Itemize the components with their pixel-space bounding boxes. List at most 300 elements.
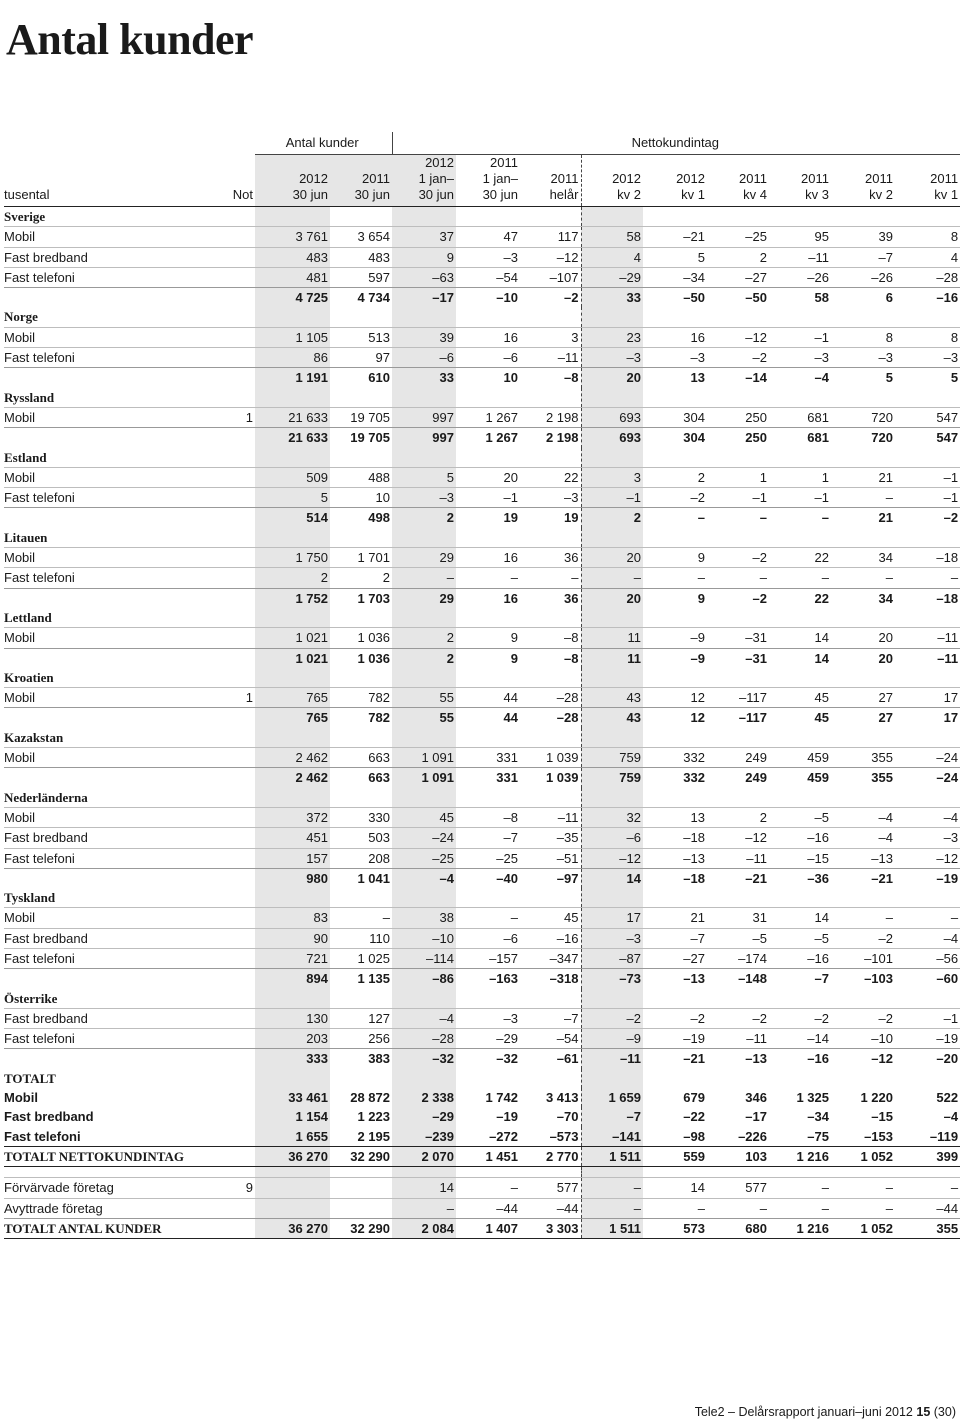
cell-value: 1 039 (520, 748, 581, 768)
cell-value: 513 (330, 327, 392, 347)
cell-value: –51 (520, 848, 581, 868)
cell-value: –9 (643, 628, 707, 648)
cell-value: 44 (456, 708, 520, 728)
cell-value: –3 (581, 348, 643, 368)
cell-value (520, 1069, 581, 1088)
cell-value (643, 788, 707, 808)
table-row (4, 568, 960, 588)
cell-value: 32 290 (330, 1218, 392, 1238)
cell-value: 1 223 (357, 1109, 390, 1125)
cell-value: –2 (895, 508, 960, 528)
cell-value (581, 788, 643, 808)
row-note (200, 307, 255, 327)
cell-value (520, 788, 581, 808)
cell-value (895, 207, 960, 227)
header-col-9 (831, 155, 895, 207)
cell-value: –11 (520, 348, 581, 368)
cell-value (255, 668, 330, 688)
cell-value: 86 (255, 348, 330, 368)
cell-value: 330 (330, 807, 392, 827)
cell-value: –148 (707, 969, 769, 989)
table-row (4, 1198, 960, 1218)
cell-value: 5 (895, 368, 960, 388)
cell-value: –25 (456, 848, 520, 868)
cell-value: 21 633 (255, 428, 330, 448)
cell-value: 13 (643, 368, 707, 388)
row-note: 1 (200, 407, 255, 427)
cell-value: – (769, 1198, 831, 1218)
cell-value: –2 (707, 1008, 769, 1028)
row-label (4, 588, 200, 608)
row-note (200, 368, 255, 388)
cell-value: 36 270 (255, 1146, 330, 1166)
cell-value: –7 (520, 1008, 581, 1028)
cell-value: –13 (643, 848, 707, 868)
cell-value: 597 (330, 267, 392, 287)
cell-value: –2 (643, 1008, 707, 1028)
cell-value: –347 (520, 948, 581, 968)
cell-value: –11 (707, 848, 769, 868)
cell-value: –27 (643, 948, 707, 968)
row-note (200, 908, 255, 928)
row-label: Mobil (4, 467, 200, 487)
cell-value: –103 (831, 969, 895, 989)
cell-value: –3 (895, 828, 960, 848)
cell-value (392, 448, 456, 468)
cell-value: – (831, 908, 895, 928)
cell-value: –20 (895, 1049, 960, 1069)
cell-value: – (456, 568, 520, 588)
row-note (200, 948, 255, 968)
row-note (200, 728, 255, 748)
row-note (200, 1107, 255, 1126)
cell-value: – (769, 1178, 831, 1198)
header-not: Not (200, 155, 255, 207)
cell-value: 1 091 (392, 748, 456, 768)
cell-value: –36 (769, 868, 831, 888)
cell-value (330, 388, 392, 408)
table-row (4, 247, 960, 267)
cell-value: –70 (520, 1107, 581, 1126)
cell-value: 45 (520, 908, 581, 928)
cell-value: –61 (520, 1049, 581, 1069)
cell-value (581, 608, 643, 628)
row-note: 9 (200, 1178, 255, 1198)
header-col-line: 2011 (550, 171, 579, 186)
cell-value: –87 (581, 948, 643, 968)
cell-value (769, 888, 831, 908)
row-label: Nederländerna (4, 789, 88, 805)
row-label: Estland (4, 449, 47, 465)
cell-value: –6 (581, 828, 643, 848)
row-note (200, 969, 255, 989)
cell-value: –34 (643, 267, 707, 287)
cell-value (255, 728, 330, 748)
cell-value (255, 207, 330, 227)
row-label: Fast telefoni (4, 488, 200, 508)
subtotal-row (4, 1049, 960, 1069)
cell-value: 8 (895, 327, 960, 347)
cell-value: 83 (255, 908, 330, 928)
cell-value (330, 1069, 392, 1088)
cell-value: –3 (392, 488, 456, 508)
cell-value: –12 (581, 848, 643, 868)
cell-value (769, 989, 831, 1009)
header-col-0 (255, 155, 330, 207)
row-label: Kazakstan (4, 729, 64, 745)
cell-value: 45 (392, 807, 456, 827)
cell-value: – (831, 568, 895, 588)
cell-value: –163 (456, 969, 520, 989)
cell-value: 5 (831, 368, 895, 388)
row-label (4, 508, 200, 528)
table-row (4, 1088, 960, 1107)
cell-value: 22 (769, 548, 831, 568)
cell-value: 3 (581, 467, 643, 487)
cell-value (707, 728, 769, 748)
cell-value (707, 1069, 769, 1088)
cell-value: 1 041 (330, 868, 392, 888)
cell-value: –1 (456, 488, 520, 508)
cell-value: 33 (581, 288, 643, 308)
row-label (4, 368, 200, 388)
cell-value: 451 (255, 828, 330, 848)
cell-value (330, 1167, 392, 1178)
cell-value (392, 788, 456, 808)
row-note (200, 868, 255, 888)
cell-value: 14 (392, 1178, 456, 1198)
table-row (4, 928, 960, 948)
header-col-4 (520, 155, 581, 207)
cell-value (643, 307, 707, 327)
cell-value: 14 (581, 868, 643, 888)
cell-value (707, 388, 769, 408)
cell-value: –5 (769, 807, 831, 827)
cell-value: – (831, 488, 895, 508)
cell-value: 249 (707, 768, 769, 788)
cell-value: –63 (392, 267, 456, 287)
cell-value (520, 888, 581, 908)
cell-value: 19 705 (330, 407, 392, 427)
cell-value: 45 (769, 708, 831, 728)
cell-value: –86 (392, 969, 456, 989)
cell-value: 765 (255, 688, 330, 708)
row-note (200, 888, 255, 908)
row-note (200, 1088, 255, 1107)
cell-value: 44 (456, 688, 520, 708)
cell-value: 573 (643, 1218, 707, 1238)
table-row (4, 1127, 960, 1147)
cell-value: 31 (707, 908, 769, 928)
cell-value: 2 (330, 568, 392, 588)
cell-value: –7 (643, 928, 707, 948)
cell-value: 522 (936, 1090, 959, 1106)
cell-value (769, 1167, 831, 1178)
table-row (4, 1218, 960, 1238)
row-note (200, 648, 255, 668)
row-label: TOTALT NETTOKUNDINTAG (4, 1146, 200, 1166)
cell-value: 355 (831, 748, 895, 768)
row-note (200, 1167, 255, 1178)
row-label (4, 708, 200, 728)
cell-value: –29 (581, 267, 643, 287)
cell-value: 980 (255, 868, 330, 888)
cell-value: –26 (831, 267, 895, 287)
cell-value: 1 036 (330, 648, 392, 668)
cell-value: –239 (392, 1127, 456, 1147)
cell-value: 2 198 (520, 407, 581, 427)
cell-value (643, 528, 707, 548)
cell-value: –2 (831, 1008, 895, 1028)
cell-value: 1 655 (255, 1127, 330, 1147)
cell-value: 2 (707, 247, 769, 267)
customers-table (4, 132, 960, 1239)
cell-value (581, 888, 643, 908)
group-heading-row (4, 788, 960, 808)
cell-value: 383 (330, 1049, 392, 1069)
cell-value: –54 (456, 267, 520, 287)
row-note (200, 1008, 255, 1028)
group-heading-row (4, 448, 960, 468)
row-label: TOTALT (4, 1070, 56, 1086)
cell-value: 249 (707, 748, 769, 768)
cell-value: 8 (895, 227, 960, 247)
cell-value: 17 (895, 688, 960, 708)
cell-value: 2 770 (520, 1146, 581, 1166)
header-col-line: 2011 (362, 171, 390, 186)
cell-value: 90 (255, 928, 330, 948)
cell-value (520, 1167, 581, 1178)
cell-value (392, 207, 456, 227)
cell-value: –272 (456, 1127, 520, 1147)
cell-value: 21 (643, 908, 707, 928)
cell-value: –9 (581, 1029, 643, 1049)
cell-value: –4 (943, 1109, 959, 1125)
cell-value: 6 (831, 288, 895, 308)
cell-value: 459 (769, 748, 831, 768)
cell-value (255, 1198, 330, 1218)
cell-value (392, 307, 456, 327)
cell-value: 9 (456, 648, 520, 668)
row-label: Mobil (4, 227, 200, 247)
cell-value (581, 307, 643, 327)
row-note (200, 508, 255, 528)
cell-value: 17 (895, 708, 960, 728)
cell-value: – (769, 508, 831, 528)
group-heading-row (4, 989, 960, 1009)
cell-value: –13 (831, 848, 895, 868)
group-heading-row (4, 888, 960, 908)
cell-value: 679 (683, 1090, 705, 1106)
header-col-line: 30 jun (418, 187, 454, 202)
cell-value (456, 668, 520, 688)
cell-value: 1 511 (581, 1146, 643, 1166)
cell-value: 127 (330, 1008, 392, 1028)
cell-value: 1 511 (581, 1218, 643, 1238)
row-label: Mobil (4, 327, 200, 347)
cell-value: –3 (643, 348, 707, 368)
row-label: Ryssland (4, 389, 55, 405)
cell-value: –18 (895, 548, 960, 568)
cell-value: 1 154 (255, 1107, 330, 1126)
cell-value: –117 (707, 708, 769, 728)
row-note (200, 1146, 255, 1166)
cell-value: 32 (581, 807, 643, 827)
cell-value: 16 (456, 588, 520, 608)
cell-value: 355 (831, 768, 895, 788)
cell-value: –141 (581, 1127, 643, 1147)
cell-value: 759 (581, 768, 643, 788)
cell-value: 34 (831, 548, 895, 568)
cell-value: 663 (330, 768, 392, 788)
group-heading-row (4, 668, 960, 688)
cell-value (769, 388, 831, 408)
cell-value (581, 1167, 643, 1178)
cell-value: 2 (707, 807, 769, 827)
cell-value: 1 025 (330, 948, 392, 968)
cell-value (255, 788, 330, 808)
cell-value: 55 (392, 708, 456, 728)
cell-value: – (456, 908, 520, 928)
cell-value: – (831, 1178, 895, 1198)
header-col-line: kv 2 (617, 187, 641, 202)
cell-value: 20 (831, 628, 895, 648)
cell-value: 663 (330, 748, 392, 768)
cell-value (831, 528, 895, 548)
cell-value: 509 (255, 467, 330, 487)
row-label: Fast bredband (4, 1008, 200, 1028)
cell-value: 1 021 (255, 628, 330, 648)
header-antal-kunder: Antal kunder (255, 132, 392, 155)
cell-value: 21 633 (255, 407, 330, 427)
header-col-line: 2011 (801, 171, 829, 186)
cell-value: –14 (707, 368, 769, 388)
cell-value: 577 (520, 1178, 581, 1198)
row-label: Tyskland (4, 890, 56, 906)
cell-value: 29 (392, 548, 456, 568)
cell-value (456, 608, 520, 628)
cell-value: –18 (895, 588, 960, 608)
header-col-line: 2012 (612, 171, 641, 186)
cell-value (831, 388, 895, 408)
cell-value: 2 (255, 568, 330, 588)
cell-value: –10 (392, 928, 456, 948)
cell-value: – (456, 1178, 520, 1198)
cell-value: 9 (392, 247, 456, 267)
cell-value: –15 (871, 1109, 893, 1125)
cell-value: –21 (643, 1049, 707, 1069)
cell-value (831, 608, 895, 628)
cell-value: –12 (520, 247, 581, 267)
cell-value: 721 (255, 948, 330, 968)
cell-value (255, 888, 330, 908)
row-label (4, 648, 200, 668)
group-heading-row (4, 608, 960, 628)
cell-value: 10 (456, 368, 520, 388)
cell-value: 997 (392, 407, 456, 427)
cell-value: –15 (769, 848, 831, 868)
row-label: Mobil (4, 1090, 38, 1106)
cell-value: 1 703 (330, 588, 392, 608)
header-col-line: 1 jan– (482, 171, 518, 186)
row-label: Fast telefoni (4, 267, 200, 287)
cell-value (831, 888, 895, 908)
row-note (200, 848, 255, 868)
table-row (4, 828, 960, 848)
table-row (4, 1146, 960, 1166)
cell-value: –8 (456, 807, 520, 827)
cell-value: –2 (707, 588, 769, 608)
cell-value: –5 (707, 928, 769, 948)
table-row (4, 348, 960, 368)
cell-value: –35 (520, 828, 581, 848)
table-body (4, 207, 960, 1239)
cell-value: 37 (392, 227, 456, 247)
cell-value: –12 (895, 848, 960, 868)
cell-value: 333 (255, 1049, 330, 1069)
cell-value (831, 207, 895, 227)
cell-value: 3 303 (520, 1218, 581, 1238)
header-col-line: kv 4 (743, 187, 767, 202)
cell-value: 4 725 (255, 288, 330, 308)
cell-value: –19 (895, 1029, 960, 1049)
row-note (200, 327, 255, 347)
table-row (4, 488, 960, 508)
row-label: Mobil (4, 548, 200, 568)
cell-value: –24 (895, 768, 960, 788)
cell-value (643, 608, 707, 628)
cell-value (895, 1069, 960, 1088)
row-label: Kroatien (4, 669, 54, 685)
cell-value: – (392, 1198, 456, 1218)
cell-value (255, 448, 330, 468)
cell-value: 47 (456, 227, 520, 247)
table-row (4, 407, 960, 427)
row-label: Fast telefoni (4, 1127, 200, 1147)
cell-value (392, 608, 456, 628)
cell-value: 765 (255, 708, 330, 728)
cell-value: –17 (392, 288, 456, 308)
header-col-line: 2012 (299, 171, 328, 186)
cell-value: 1 (707, 467, 769, 487)
row-note (200, 1218, 255, 1238)
cell-value: –29 (456, 1029, 520, 1049)
table-row (4, 467, 960, 487)
cell-value: – (330, 908, 392, 928)
cell-value: 1 216 (769, 1218, 831, 1238)
cell-value: –1 (581, 488, 643, 508)
cell-value: 1 659 (581, 1088, 643, 1107)
cell-value: 2 338 (392, 1088, 456, 1107)
row-label: Fast telefoni (4, 848, 200, 868)
cell-value: –2 (643, 488, 707, 508)
cell-value: 1 216 (769, 1146, 831, 1166)
page-total: (30) (933, 1405, 956, 1419)
cell-value: 483 (330, 247, 392, 267)
header-col-line: 2011 (490, 155, 518, 170)
subtotal-row (4, 368, 960, 388)
cell-value: 372 (255, 807, 330, 827)
subtotal-row (4, 768, 960, 788)
row-note (200, 788, 255, 808)
cell-value (330, 528, 392, 548)
cell-value: 14 (769, 628, 831, 648)
cell-value (456, 388, 520, 408)
cell-value (895, 307, 960, 327)
cell-value: –12 (831, 1049, 895, 1069)
cell-value: 38 (392, 908, 456, 928)
cell-value: –44 (520, 1198, 581, 1218)
